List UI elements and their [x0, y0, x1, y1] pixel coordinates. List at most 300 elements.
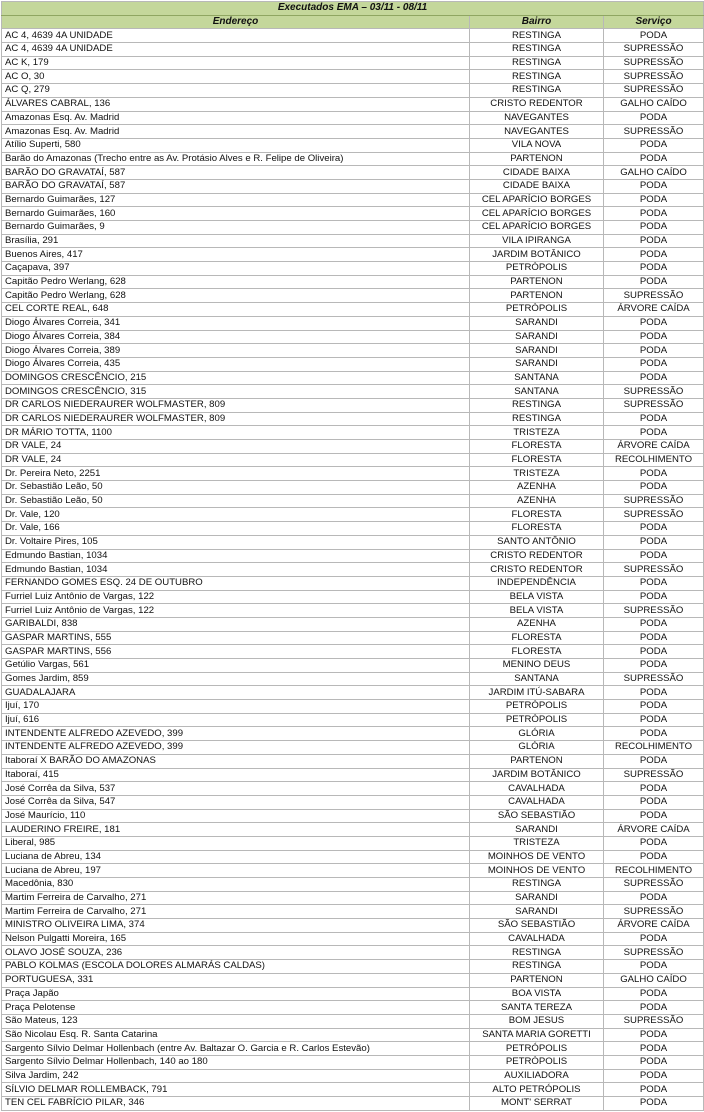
table-row — [2, 138, 704, 152]
cell-servico: ÁRVORE CAÍDA — [604, 440, 704, 454]
table-row — [2, 316, 704, 330]
table-row — [2, 549, 704, 563]
cell-servico: SUPRESSÃO — [604, 768, 704, 782]
cell-servico: PODA — [604, 836, 704, 850]
cell-bairro: SARANDI — [470, 316, 604, 330]
cell-bairro: RESTINGA — [470, 946, 604, 960]
cell-endereco: Getúlio Vargas, 561 — [2, 659, 470, 673]
table-row — [2, 1069, 704, 1083]
table-row — [2, 494, 704, 508]
executados-table — [1, 1, 704, 1111]
cell-servico: SUPRESSÃO — [604, 604, 704, 618]
cell-endereco: ÁLVARES CABRAL, 136 — [2, 97, 470, 111]
cell-bairro: RESTINGA — [470, 43, 604, 57]
table-row — [2, 535, 704, 549]
cell-bairro: ALTO PETRÓPOLIS — [470, 1083, 604, 1097]
cell-endereco: Luciana de Abreu, 197 — [2, 864, 470, 878]
cell-servico: PODA — [604, 111, 704, 125]
table-row — [2, 398, 704, 412]
table-row — [2, 905, 704, 919]
table-row — [2, 823, 704, 837]
cell-endereco: AC 4, 4639 4A UNIDADE — [2, 29, 470, 43]
cell-servico: SUPRESSÃO — [604, 494, 704, 508]
cell-bairro: PETRÓPOLIS — [470, 303, 604, 317]
cell-bairro: PETRÓPOLIS — [470, 262, 604, 276]
cell-bairro: AUXILIADORA — [470, 1069, 604, 1083]
cell-servico: PODA — [604, 1083, 704, 1097]
cell-endereco: DR CARLOS NIEDERAURER WOLFMASTER, 809 — [2, 398, 470, 412]
table-row — [2, 960, 704, 974]
cell-endereco: Diogo Álvares Correia, 341 — [2, 316, 470, 330]
cell-servico: PODA — [604, 576, 704, 590]
cell-servico: PODA — [604, 193, 704, 207]
cell-bairro: CIDADE BAIXA — [470, 179, 604, 193]
cell-bairro: SÃO SEBASTIÃO — [470, 809, 604, 823]
cell-endereco: AC O, 30 — [2, 70, 470, 84]
table-row — [2, 125, 704, 139]
table-row — [2, 576, 704, 590]
cell-servico: GALHO CAÍDO — [604, 166, 704, 180]
cell-bairro: SARANDI — [470, 905, 604, 919]
cell-endereco: Martim Ferreira de Carvalho, 271 — [2, 891, 470, 905]
table-row — [2, 754, 704, 768]
table-row — [2, 1014, 704, 1028]
cell-bairro: CAVALHADA — [470, 782, 604, 796]
cell-servico: PODA — [604, 1028, 704, 1042]
table-row — [2, 166, 704, 180]
table-row — [2, 522, 704, 536]
cell-bairro: SANTANA — [470, 385, 604, 399]
cell-servico: SUPRESSÃO — [604, 946, 704, 960]
cell-bairro: SARANDI — [470, 891, 604, 905]
table-row — [2, 1001, 704, 1015]
cell-endereco: PORTUGUESA, 331 — [2, 973, 470, 987]
table-row — [2, 700, 704, 714]
cell-bairro: FLORESTA — [470, 453, 604, 467]
cell-bairro: INDEPENDÊNCIA — [470, 576, 604, 590]
cell-servico: SUPRESSÃO — [604, 905, 704, 919]
cell-servico: PODA — [604, 248, 704, 262]
cell-endereco: CEL CORTE REAL, 648 — [2, 303, 470, 317]
table-row — [2, 850, 704, 864]
cell-endereco: Liberal, 985 — [2, 836, 470, 850]
cell-servico: PODA — [604, 275, 704, 289]
cell-servico: PODA — [604, 426, 704, 440]
cell-servico: GALHO CAÍDO — [604, 97, 704, 111]
table-row — [2, 508, 704, 522]
cell-endereco: Edmundo Bastian, 1034 — [2, 563, 470, 577]
table-row — [2, 440, 704, 454]
cell-bairro: FLORESTA — [470, 645, 604, 659]
cell-endereco: Bernardo Guimarães, 9 — [2, 221, 470, 235]
cell-bairro: SANTA MARIA GORETTI — [470, 1028, 604, 1042]
cell-endereco: AC K, 179 — [2, 56, 470, 70]
cell-endereco: AC 4, 4639 4A UNIDADE — [2, 43, 470, 57]
cell-endereco: Barão do Amazonas (Trecho entre as Av. Protásio Alves e R. Felipe de Oliveira) — [2, 152, 470, 166]
table-row — [2, 919, 704, 933]
cell-endereco: Praça Pelotense — [2, 1001, 470, 1015]
cell-servico: PODA — [604, 795, 704, 809]
table-row — [2, 111, 704, 125]
cell-endereco: Diogo Álvares Correia, 435 — [2, 357, 470, 371]
cell-servico: PODA — [604, 617, 704, 631]
cell-bairro: PARTENON — [470, 275, 604, 289]
cell-servico: PODA — [604, 357, 704, 371]
cell-bairro: SÃO SEBASTIÃO — [470, 919, 604, 933]
cell-bairro: SARANDI — [470, 330, 604, 344]
header-row — [2, 15, 704, 29]
cell-endereco: Dr. Voltaire Pires, 105 — [2, 535, 470, 549]
table-row — [2, 467, 704, 481]
cell-endereco: SÍLVIO DELMAR ROLLEMBACK, 791 — [2, 1083, 470, 1097]
cell-bairro: MONT' SERRAT — [470, 1097, 604, 1111]
table-row — [2, 357, 704, 371]
table-row — [2, 932, 704, 946]
table-row — [2, 1055, 704, 1069]
cell-bairro: SARANDI — [470, 823, 604, 837]
cell-bairro: AZENHA — [470, 481, 604, 495]
table-row — [2, 672, 704, 686]
cell-bairro: PARTENON — [470, 973, 604, 987]
cell-bairro: PARTENON — [470, 289, 604, 303]
cell-servico: PODA — [604, 645, 704, 659]
cell-endereco: Dr. Sebastião Leão, 50 — [2, 481, 470, 495]
table-row — [2, 412, 704, 426]
cell-servico: PODA — [604, 727, 704, 741]
cell-bairro: SANTA TEREZA — [470, 1001, 604, 1015]
cell-bairro: RESTINGA — [470, 56, 604, 70]
cell-servico: PODA — [604, 316, 704, 330]
cell-bairro: CIDADE BAIXA — [470, 166, 604, 180]
table-row — [2, 891, 704, 905]
cell-endereco: Ijuí, 616 — [2, 713, 470, 727]
table-row — [2, 987, 704, 1001]
cell-servico: SUPRESSÃO — [604, 289, 704, 303]
cell-servico: SUPRESSÃO — [604, 385, 704, 399]
table-row — [2, 179, 704, 193]
cell-endereco: Bernardo Guimarães, 160 — [2, 207, 470, 221]
table-row — [2, 1083, 704, 1097]
table-row — [2, 645, 704, 659]
cell-endereco: Furriel Luiz Antônio de Vargas, 122 — [2, 590, 470, 604]
cell-bairro: CEL APARÍCIO BORGES — [470, 207, 604, 221]
cell-endereco: Brasília, 291 — [2, 234, 470, 248]
cell-endereco: BARÃO DO GRAVATAÍ, 587 — [2, 179, 470, 193]
cell-bairro: CAVALHADA — [470, 795, 604, 809]
cell-bairro: BELA VISTA — [470, 590, 604, 604]
cell-bairro: SARANDI — [470, 344, 604, 358]
table-row — [2, 795, 704, 809]
cell-bairro: PETRÓPOLIS — [470, 1042, 604, 1056]
cell-servico: ÁRVORE CAÍDA — [604, 303, 704, 317]
cell-bairro: SANTO ANTÔNIO — [470, 535, 604, 549]
cell-servico: SUPRESSÃO — [604, 56, 704, 70]
cell-endereco: São Nicolau Esq. R. Santa Catarina — [2, 1028, 470, 1042]
cell-endereco: Gomes Jardim, 859 — [2, 672, 470, 686]
cell-servico: PODA — [604, 371, 704, 385]
cell-servico: PODA — [604, 330, 704, 344]
cell-servico: PODA — [604, 932, 704, 946]
cell-endereco: Dr. Sebastião Leão, 50 — [2, 494, 470, 508]
cell-endereco: Diogo Álvares Correia, 384 — [2, 330, 470, 344]
cell-endereco: FERNANDO GOMES ESQ. 24 DE OUTUBRO — [2, 576, 470, 590]
table-row — [2, 617, 704, 631]
cell-bairro: PARTENON — [470, 754, 604, 768]
table-title: Executados EMA – 03/11 - 08/11 — [2, 2, 704, 16]
table-row — [2, 741, 704, 755]
cell-servico: SUPRESSÃO — [604, 672, 704, 686]
cell-servico: PODA — [604, 221, 704, 235]
cell-bairro: SANTANA — [470, 672, 604, 686]
header-bairro: Bairro — [470, 15, 604, 29]
cell-servico: PODA — [604, 686, 704, 700]
cell-endereco: DR MÁRIO TOTTA, 1100 — [2, 426, 470, 440]
cell-servico: PODA — [604, 522, 704, 536]
cell-servico: PODA — [604, 234, 704, 248]
cell-endereco: Bernardo Guimarães, 127 — [2, 193, 470, 207]
cell-bairro: RESTINGA — [470, 412, 604, 426]
cell-endereco: Luciana de Abreu, 134 — [2, 850, 470, 864]
cell-bairro: RESTINGA — [470, 878, 604, 892]
table-row — [2, 1042, 704, 1056]
cell-bairro: TRISTEZA — [470, 836, 604, 850]
cell-bairro: RESTINGA — [470, 70, 604, 84]
table-row — [2, 207, 704, 221]
cell-bairro: PETRÓPOLIS — [470, 713, 604, 727]
cell-endereco: Diogo Álvares Correia, 389 — [2, 344, 470, 358]
cell-bairro: MOINHOS DE VENTO — [470, 864, 604, 878]
cell-endereco: Sargento Sílvio Delmar Hollenbach (entre Av. Baltazar O. Garcia e R. Carlos Estevão) — [2, 1042, 470, 1056]
table-row — [2, 563, 704, 577]
cell-servico: PODA — [604, 1055, 704, 1069]
cell-servico: PODA — [604, 262, 704, 276]
cell-servico: PODA — [604, 809, 704, 823]
cell-endereco: PABLO KOLMAS (ESCOLA DOLORES ALMARÁS CALDAS) — [2, 960, 470, 974]
cell-endereco: INTENDENTE ALFREDO AZEVEDO, 399 — [2, 727, 470, 741]
cell-endereco: Dr. Pereira Neto, 2251 — [2, 467, 470, 481]
table-row — [2, 1097, 704, 1111]
cell-servico: RECOLHIMENTO — [604, 864, 704, 878]
cell-servico: SUPRESSÃO — [604, 43, 704, 57]
cell-bairro: JARDIM BOTÂNICO — [470, 768, 604, 782]
cell-bairro: CEL APARÍCIO BORGES — [470, 221, 604, 235]
cell-servico: PODA — [604, 754, 704, 768]
cell-endereco: BARÃO DO GRAVATAÍ, 587 — [2, 166, 470, 180]
cell-servico: PODA — [604, 850, 704, 864]
table-row — [2, 659, 704, 673]
cell-servico: ÁRVORE CAÍDA — [604, 823, 704, 837]
cell-servico: PODA — [604, 631, 704, 645]
cell-servico: PODA — [604, 590, 704, 604]
cell-endereco: MINISTRO OLIVEIRA LIMA, 374 — [2, 919, 470, 933]
cell-servico: SUPRESSÃO — [604, 878, 704, 892]
table-row — [2, 713, 704, 727]
cell-servico: PODA — [604, 412, 704, 426]
table-row — [2, 275, 704, 289]
table-row — [2, 84, 704, 98]
cell-endereco: OLAVO JOSÉ SOUZA, 236 — [2, 946, 470, 960]
table-row — [2, 604, 704, 618]
cell-servico: PODA — [604, 344, 704, 358]
table-row — [2, 809, 704, 823]
cell-endereco: DR VALE, 24 — [2, 440, 470, 454]
cell-bairro: RESTINGA — [470, 29, 604, 43]
cell-servico: SUPRESSÃO — [604, 1014, 704, 1028]
header-endereco: Endereço — [2, 15, 470, 29]
cell-servico: RECOLHIMENTO — [604, 453, 704, 467]
cell-endereco: GARIBALDI, 838 — [2, 617, 470, 631]
cell-servico: PODA — [604, 659, 704, 673]
table-row — [2, 248, 704, 262]
cell-endereco: GASPAR MARTINS, 556 — [2, 645, 470, 659]
cell-endereco: DR VALE, 24 — [2, 453, 470, 467]
cell-endereco: GUADALAJARA — [2, 686, 470, 700]
cell-servico: SUPRESSÃO — [604, 70, 704, 84]
cell-bairro: VILA NOVA — [470, 138, 604, 152]
cell-bairro: AZENHA — [470, 617, 604, 631]
table-row — [2, 56, 704, 70]
cell-bairro: GLÓRIA — [470, 727, 604, 741]
cell-servico: SUPRESSÃO — [604, 508, 704, 522]
cell-bairro: JARDIM ITÚ-SABARA — [470, 686, 604, 700]
cell-servico: SUPRESSÃO — [604, 563, 704, 577]
table-row — [2, 727, 704, 741]
table-row — [2, 234, 704, 248]
cell-endereco: DR CARLOS NIEDERAURER WOLFMASTER, 809 — [2, 412, 470, 426]
cell-endereco: INTENDENTE ALFREDO AZEVEDO, 399 — [2, 741, 470, 755]
cell-bairro: PARTENON — [470, 152, 604, 166]
cell-servico: PODA — [604, 891, 704, 905]
cell-bairro: CRISTO REDENTOR — [470, 549, 604, 563]
cell-servico: PODA — [604, 1001, 704, 1015]
cell-bairro: JARDIM BOTÂNICO — [470, 248, 604, 262]
cell-endereco: Dr. Vale, 166 — [2, 522, 470, 536]
cell-bairro: FLORESTA — [470, 522, 604, 536]
cell-servico: PODA — [604, 1097, 704, 1111]
cell-servico: PODA — [604, 179, 704, 193]
table-row — [2, 221, 704, 235]
cell-endereco: Edmundo Bastian, 1034 — [2, 549, 470, 563]
cell-endereco: Silva Jardim, 242 — [2, 1069, 470, 1083]
cell-servico: PODA — [604, 535, 704, 549]
cell-bairro: MENINO DEUS — [470, 659, 604, 673]
cell-servico: RECOLHIMENTO — [604, 741, 704, 755]
cell-bairro: RESTINGA — [470, 398, 604, 412]
table-row — [2, 29, 704, 43]
cell-bairro: MOINHOS DE VENTO — [470, 850, 604, 864]
cell-servico: ÁRVORE CAÍDA — [604, 919, 704, 933]
cell-endereco: Furriel Luiz Antônio de Vargas, 122 — [2, 604, 470, 618]
cell-bairro: TRISTEZA — [470, 467, 604, 481]
cell-endereco: Amazonas Esq. Av. Madrid — [2, 125, 470, 139]
cell-bairro: VILA IPIRANGA — [470, 234, 604, 248]
cell-endereco: Buenos Aires, 417 — [2, 248, 470, 262]
cell-servico: SUPRESSÃO — [604, 84, 704, 98]
table-row — [2, 330, 704, 344]
cell-bairro: CRISTO REDENTOR — [470, 563, 604, 577]
cell-bairro: RESTINGA — [470, 84, 604, 98]
cell-endereco: José Maurício, 110 — [2, 809, 470, 823]
table-row — [2, 686, 704, 700]
cell-servico: PODA — [604, 1042, 704, 1056]
table-row — [2, 152, 704, 166]
cell-endereco: DOMINGOS CRESCÊNCIO, 215 — [2, 371, 470, 385]
cell-endereco: Atílio Superti, 580 — [2, 138, 470, 152]
table-row — [2, 836, 704, 850]
cell-endereco: Caçapava, 397 — [2, 262, 470, 276]
table-row — [2, 385, 704, 399]
table-row — [2, 590, 704, 604]
cell-endereco: Martim Ferreira de Carvalho, 271 — [2, 905, 470, 919]
cell-servico: PODA — [604, 960, 704, 974]
table-row — [2, 303, 704, 317]
cell-bairro: BELA VISTA — [470, 604, 604, 618]
cell-servico: PODA — [604, 1069, 704, 1083]
table-row — [2, 631, 704, 645]
cell-endereco: Capitão Pedro Werlang, 628 — [2, 275, 470, 289]
table-row — [2, 193, 704, 207]
table-row — [2, 70, 704, 84]
cell-bairro: PETRÓPOLIS — [470, 700, 604, 714]
cell-servico: SUPRESSÃO — [604, 125, 704, 139]
cell-endereco: DOMINGOS CRESCÊNCIO, 315 — [2, 385, 470, 399]
cell-endereco: GASPAR MARTINS, 555 — [2, 631, 470, 645]
cell-bairro: BOA VISTA — [470, 987, 604, 1001]
table-row — [2, 768, 704, 782]
cell-bairro: CRISTO REDENTOR — [470, 97, 604, 111]
table-row — [2, 43, 704, 57]
cell-bairro: TRISTEZA — [470, 426, 604, 440]
cell-endereco: AC Q, 279 — [2, 84, 470, 98]
cell-bairro: SARANDI — [470, 357, 604, 371]
cell-endereco: TEN CEL FABRÍCIO PILAR, 346 — [2, 1097, 470, 1111]
cell-endereco: Praça Japão — [2, 987, 470, 1001]
cell-bairro: FLORESTA — [470, 440, 604, 454]
cell-bairro: AZENHA — [470, 494, 604, 508]
cell-servico: PODA — [604, 138, 704, 152]
cell-bairro: NAVEGANTES — [470, 111, 604, 125]
cell-bairro: RESTINGA — [470, 960, 604, 974]
cell-servico: PODA — [604, 481, 704, 495]
cell-servico: PODA — [604, 700, 704, 714]
cell-servico: PODA — [604, 207, 704, 221]
cell-endereco: Dr. Vale, 120 — [2, 508, 470, 522]
cell-bairro: FLORESTA — [470, 508, 604, 522]
cell-bairro: BOM JESUS — [470, 1014, 604, 1028]
cell-servico: PODA — [604, 29, 704, 43]
table-row — [2, 481, 704, 495]
cell-endereco: José Corrêa da Silva, 537 — [2, 782, 470, 796]
cell-servico: SUPRESSÃO — [604, 398, 704, 412]
cell-endereco: Ijuí, 170 — [2, 700, 470, 714]
cell-endereco: Sargento Sílvio Delmar Hollenbach, 140 ao 180 — [2, 1055, 470, 1069]
cell-servico: PODA — [604, 152, 704, 166]
cell-bairro: CAVALHADA — [470, 932, 604, 946]
cell-endereco: Itaboraí X BARÃO DO AMAZONAS — [2, 754, 470, 768]
table-body — [2, 29, 704, 1110]
cell-bairro: GLÓRIA — [470, 741, 604, 755]
cell-bairro: PETRÓPOLIS — [470, 1055, 604, 1069]
cell-servico: PODA — [604, 713, 704, 727]
cell-endereco: Macedônia, 830 — [2, 878, 470, 892]
table-row — [2, 453, 704, 467]
cell-bairro: FLORESTA — [470, 631, 604, 645]
table-row — [2, 262, 704, 276]
header-servico: Serviço — [604, 15, 704, 29]
cell-endereco: São Mateus, 123 — [2, 1014, 470, 1028]
table-row — [2, 426, 704, 440]
cell-servico: PODA — [604, 782, 704, 796]
